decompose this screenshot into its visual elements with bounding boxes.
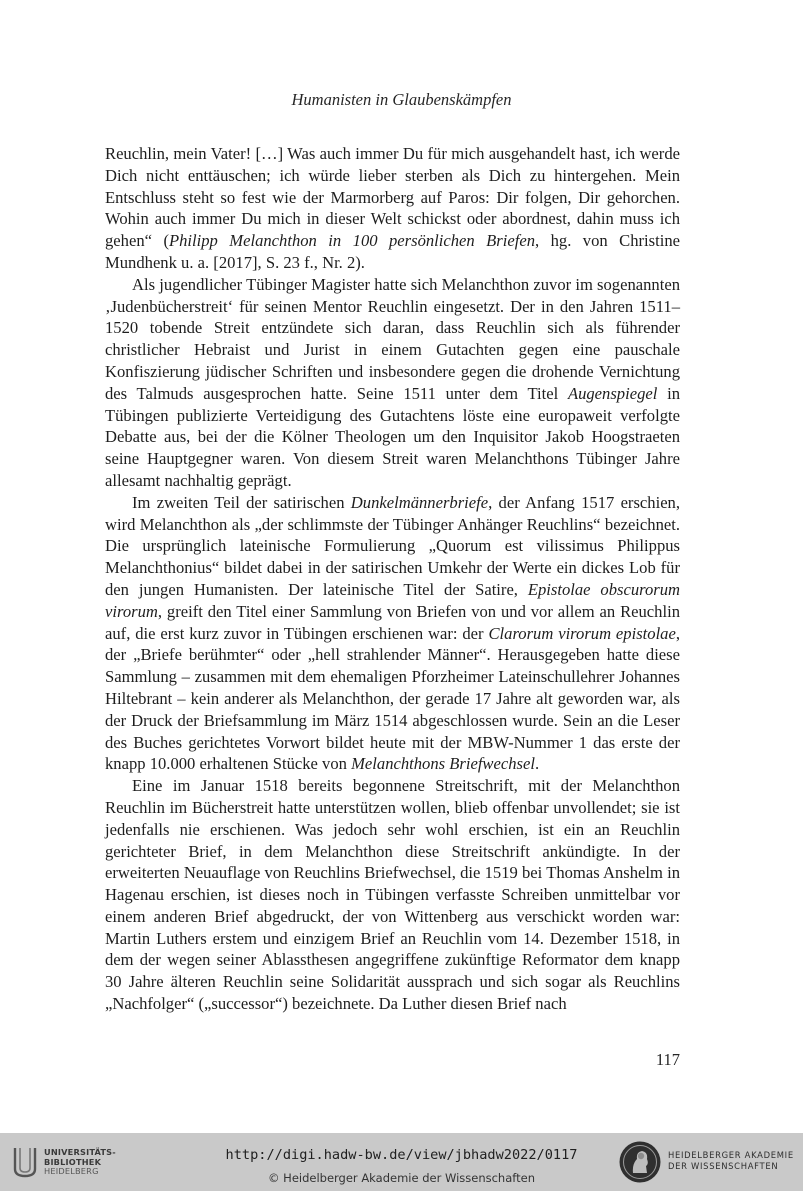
text-run: , hg. von Christine Mundhenk u. a. [2017], S. 23 f., Nr. 2). <box>105 231 680 272</box>
running-head: Humanisten in Glaubenskämpfen <box>291 90 512 109</box>
paragraph <box>105 143 680 274</box>
italic-title: Dunkelmännerbriefe <box>350 492 489 512</box>
italic-title: Philipp Melanchthon in 100 persönlichen Briefen <box>168 231 535 251</box>
academy-name <box>668 1150 794 1172</box>
paragraph <box>105 274 680 492</box>
academy-name-line: HEIDELBERGER AKADEMIE <box>668 1150 794 1160</box>
paragraph <box>105 492 680 775</box>
text-run: , greift den Titel einer Sammlung von Briefen von und vor allem an Reuchlin auf, die erst kurz zuvor in Tübingen erschienen war: der <box>105 601 680 643</box>
text-run: Im zweiten Teil der satirischen <box>132 492 351 512</box>
text-run: . <box>534 754 540 774</box>
permalink-url[interactable]: http://digi.hadw-bw.de/view/jbhadw2022/0117 <box>225 1147 578 1163</box>
text-run: Reuchlin, mein Vater! […] Was auch immer Du für mich ausgehandelt hast, ich werde Dich nicht enttäuschen; ich würde lieber sterben als Dich zu hintergehen. Mein Entschluss steht so fest wie der Marmorberg auf Paros: Dir folgen, Dir gehorchen. Wohin auch immer Du mich in dieser Welt schickst oder abordnest, dahin muss ich gehen“ ( <box>105 144 680 251</box>
library-name-line: HEIDELBERG <box>44 1166 99 1177</box>
page-number: 117 <box>655 1050 680 1069</box>
text-run: , der „Briefe berühmter“ oder „hell strahlender Männer“. Herausgegeben hatte diese Sammlung – zusammen mit dem ehemaligen Pforzheimer Lateinschullehrer Johannes Hiltebrant – kein anderer als Melanchthon, der gerade 17 Jahre alt geworden war, als der Druck der Briefsammlung im März 1514 abgeschlossen wurde. Sein an die Leser des Buches gerichtetes Vorwort bildet heute mit der MBW-Nummer 1 das erste der knapp 10.000 erhaltenen Stücke von <box>105 623 680 774</box>
library-name-line: UNIVERSITÄTS- <box>44 1147 116 1157</box>
text-run: Eine im Januar 1518 bereits begonnene Streitschrift, mit der Melanchthon Reuchlin im Bücherstreit hatte unterstützen wollen, blieb offenbar unvollendet; sie ist jedenfalls nie erschienen. Was jedoch sehr wohl erschien, ist ein an Reuchlin gerichteter Brief, in dem Melanchthon diese Streitschrift ankündigte. In der erweiterten Neuauflage von Reuchlins Briefwechsel, die 1519 bei Thomas Anshelm in Hagenau erschien, ist dieses noch in Tübingen verfasste Schreiben unmittelbar vor einem anderen Brief abgedruckt, der von Wittenberg aus verschickt worden war: Martin Luthers erstem und einzigem Brief an Reuchlin vom 14. Dezember 1518, in dem der wegen seiner Ablassthesen angegriffene zukünftige Reformator dem knapp 30 Jahre älteren Reuchlin seine Solidarität aussprach und sich sogar als Reuchlins „Nachfolger“ („successor“) bezeichnete. Da Luther diesen Brief nach <box>105 776 680 1014</box>
italic-title: Epistolae obscurorum virorum <box>105 579 680 621</box>
italic-title: Clarorum virorum epistolae <box>488 623 676 643</box>
viewer-footer <box>0 1133 803 1191</box>
text-run: , der Anfang 1517 erschien, wird Melanchthon als „der schlimmste der Tübinger Anhänger Reuchlins“ bezeichnet. Die ursprünglich lateinische Formulierung „Quorum est vilissimus Philippus Melanchthonius“ bildet dabei in der satirischen Umkehr der Werte ein dickes Lob für den jungen Humanisten. Der lateinische Titel der Satire, <box>105 492 681 599</box>
library-name-line: BIBLIOTHEK <box>44 1156 102 1167</box>
text-run: Als jugendlicher Tübinger Magister hatte sich Melanchthon zuvor im sogenannten ‚Judenbücherstreit‘ für seinen Mentor Reuchlin eingesetzt. Der in den Jahren 1511–1520 tobende Streit entzündete sich daran, dass Reuchlin sich als führender christlicher Hebraist und Jurist in einem Gutachten gegen eine pauschale Konfiszierung jüdischer Schriften und insbesondere gegen die drohende Vernichtung des Talmuds ausgesprochen hatte. Seine 1511 unter dem Titel <box>105 274 680 403</box>
italic-title: Melanchthons Briefwechsel <box>351 754 535 774</box>
body-text <box>105 143 680 1015</box>
academy-seal-icon <box>618 1140 662 1184</box>
copyright-notice: © Heidelberger Akademie der Wissenschaften <box>268 1171 535 1185</box>
academy-name-line: DER WISSENSCHAFTEN <box>668 1161 779 1171</box>
paragraph <box>105 775 680 1015</box>
text-run: in Tübingen publizierte Verteidigung des Gutachtens löste eine europaweit verfolgte Debatte aus, bei der die Kölner Theologen um den Inquisitor Jakob Hoogstraeten seine Hauptgegner waren. Von diesem Streit waren Melanchthons Tübinger Jahre allesamt nachhaltig geprägt. <box>105 383 680 490</box>
italic-title: Augenspiegel <box>567 383 658 403</box>
